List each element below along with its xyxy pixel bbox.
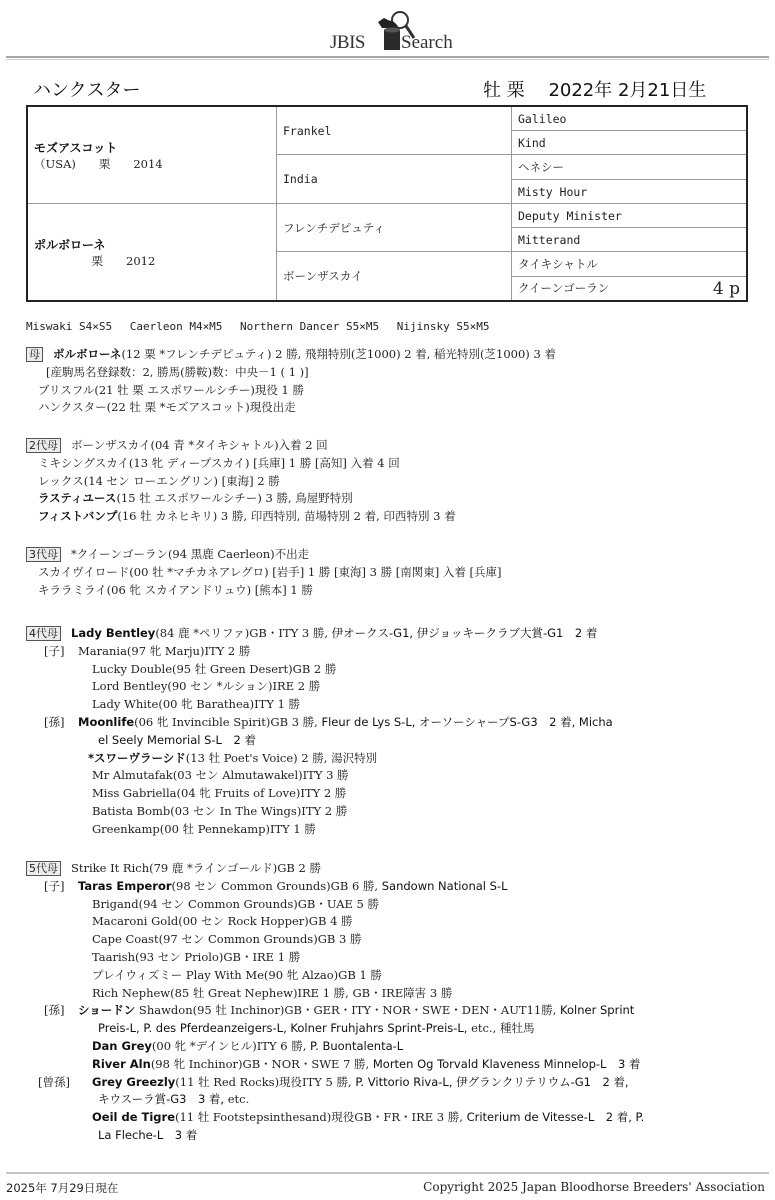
horse-link[interactable]: フィストバンプ [38,509,118,524]
pedigree-g3-cell[interactable]: タイキシャトル [512,252,748,277]
dam-info: 栗 2012 [34,253,156,268]
copyright: Copyright 2025 Japan Bloodhorse Breeders' Association [423,1180,765,1194]
pedigree-sire-dam[interactable]: India [277,155,512,204]
horse-sex-color-birthdate: 牡 栗 2022年 2月21日生 [483,80,707,101]
relation-label: [子] [44,643,65,658]
pedigree-g3-cell[interactable]: Kind [512,131,748,155]
list-item: Macaroni Gold(00 セン Rock Hopper)GB 4 勝 [92,914,353,929]
section-head [26,546,501,564]
race-text: Sandown National S-L [381,878,508,893]
list-item: Lord Bentley(90 セン *ルション)IRE 2 勝 [92,679,321,694]
list-item: Taarish(93 セン Priolo)GB・IRE 1 勝 [92,949,301,964]
race-text: Preis-L, P. des Pferdeanzeigers-L, Kolner Fruhjahrs Sprint-Preis-L, [98,1021,472,1036]
list-item: ミキシングスカイ(13 牝 ディープスカイ) [兵庫] 1 勝 [高知] 入着 4 回 [38,455,400,470]
list-item [26,714,613,732]
race-text: Criterium de Vitesse-L 2 着, P. [466,1110,645,1125]
list-item: レックス(14 セン ローエングリン) [東海] 2 勝 [38,473,280,488]
section-tag: 2代母 [26,438,61,453]
g3-name: クイーンゴーラン [518,280,610,295]
line-text: Shawdon(95 牡 Inchinor)GB・GER・ITY・NOR・SWE・DEN・AUT11勝, [135,1003,561,1018]
horse-link[interactable]: Moonlife [78,714,135,729]
inbreeding-cross: Miswaki S4×S5 Caerleon M4×M5 Northern Dancer S5×M5 Nijinsky S5×M5 [26,320,490,333]
line-text: (15 牡 エスポワールシチー) 3 勝, 鳥屋野特別 [116,491,353,506]
pedigree-g3-cell[interactable] [512,277,748,302]
list-item-continued [26,732,613,750]
line-text: Strike It Rich(79 鹿 *ラインゴールド)GB 2 勝 [71,861,321,875]
relation-label: [子] [44,878,65,893]
list-item [26,1002,644,1020]
pedigree-dam-dam[interactable]: ボーンザスカイ [277,252,512,302]
line-text: ボーンザスカイ(04 青 *タイキシャトル)入着 2 回 [71,438,328,452]
line-text: (11 牡 Red Rocks)現役ITY 5 勝, [175,1074,356,1089]
section-tag: 3代母 [26,547,61,562]
horse-link[interactable]: Grey Greezly [92,1074,176,1089]
horse-link[interactable]: Oeil de Tigre [92,1110,175,1125]
pedigree-g3-cell[interactable]: ヘネシー [512,155,748,180]
section-head [26,437,456,455]
line-text: (16 牡 カネヒキリ) 3 勝, 印西特別, 苗場特別 2 着, 印西特別 3 着 [117,509,456,524]
horse-link[interactable]: ポルボローネ [53,347,122,361]
horse-link[interactable]: ラスティユース [38,491,117,506]
line-text: (84 鹿 *ペリファ)GB・ITY 3 勝, [155,626,332,640]
pedigree-g3-cell[interactable]: Misty Hour [512,180,748,204]
race-text: el Seely Memorial S-L 2 着 [98,732,256,747]
line-text: etc. [227,1092,250,1107]
list-item-continued [26,1091,644,1109]
race-text: La Fleche-L 3 着 [98,1127,198,1142]
list-item [26,643,613,661]
race-text: Fleur de Lys S-L, オーソーシャープS-G3 2 着, Micha [321,714,613,729]
race-text: P. Vittorio Riva-L, 伊グランクリテリウム-G1 2 着, [355,1074,629,1089]
line-text: *クイーンゴーラン(94 黒鹿 Caerleon)不出走 [71,547,310,561]
list-item [26,490,456,508]
horse-name: ハンクスター [33,80,141,101]
line-text: Marania(97 牝 Marju)ITY 2 勝 [78,643,251,658]
horse-link[interactable]: *スワーヴラーシド [88,750,186,765]
race-text: キウスーラ賞-G3 3 着, [98,1092,228,1107]
horse-link[interactable]: Lady Bentley [71,626,156,640]
line-text: (98 セン Common Grounds)GB 6 勝, [171,878,382,893]
line-text: (13 牡 Poet's Voice) 2 勝, 湯沢特別 [185,750,378,765]
list-item: プレイウィズミー Play With Me(90 牝 Alzao)GB 1 勝 [92,967,382,982]
section-dam [26,346,556,417]
list-item: ハンクスター(22 牡 栗 *モズアスコット)現役出走 [38,400,296,415]
list-item [26,508,456,526]
section-head [26,346,556,364]
line-text: (11 牡 Footstepsinthesand)現役GB・FR・IRE 3 勝, [175,1110,467,1125]
list-item: Batista Bomb(03 セン In The Wings)ITY 2 勝 [92,803,348,818]
section-tag: 5代母 [26,861,61,876]
horse-title-row [33,76,723,102]
list-item [26,1074,644,1092]
list-item: スカイヴイロード(00 牡 *マチカネアレグロ) [岩手] 1 勝 [東海] 3 勝 [南関東] 入着 [兵庫] [38,564,502,579]
horse-link[interactable]: River Aln [92,1056,151,1071]
logo-text-search: Search [401,32,453,53]
logo-text-jbis: JBIS [330,32,365,53]
line-text: etc., 種牡馬 [471,1021,535,1036]
list-item [26,1109,644,1127]
progeny-summary: [産駒馬名登録数：2, 勝馬(勝鞍)数：中央－1 ( 1 )] [46,364,309,379]
header-divider-light [6,59,769,60]
section-fifth-dam [26,860,644,1145]
section-third-dam [26,546,501,599]
list-item-continued [26,1020,644,1038]
list-item: Lucky Double(95 牡 Green Desert)GB 2 勝 [92,661,337,676]
horse-link[interactable]: Taras Emperor [78,878,172,893]
pedigree-g3-cell[interactable]: Galileo [512,106,748,131]
list-item: キララミライ(06 牝 スカイアンドリュウ) [熊本] 1 勝 [38,582,313,597]
sire-info: （USA) 栗 2014 [34,156,163,171]
list-item: ブリスフル(21 牡 栗 エスポワールシチー)現役 1 勝 [38,382,305,397]
list-item [26,750,613,768]
section-second-dam [26,437,456,526]
section-head [26,860,644,878]
section-head [26,625,613,643]
line-text: (12 栗 *フレンチデピュティ) 2 勝, 飛翔特別(芝1000) 2 着, 稲光特別(芝1000) 3 着 [121,347,556,361]
list-item: Cape Coast(97 セン Common Grounds)GB 3 勝 [92,932,362,947]
jbis-search-logo[interactable] [330,4,460,54]
list-item [26,1056,644,1074]
pedigree-table [26,105,748,302]
list-item [26,1038,644,1056]
list-item: Rich Nephew(85 牡 Great Nephew)IRE 1 勝, GB・IRE障害 3 勝 [92,985,453,1000]
relation-label: [孫] [44,714,65,729]
list-item: Greenkamp(00 牡 Pennekamp)ITY 1 勝 [92,821,316,836]
horse-link[interactable]: Dan Grey [92,1038,152,1053]
as-of-date: 2025年 7月29日現在 [6,1181,119,1195]
list-item: Mr Almutafak(03 セン Almutawakel)ITY 3 勝 [92,768,349,783]
pedigree-g3-cell[interactable]: Deputy Minister [512,204,748,228]
race-text: Morten Og Torvald Klaveness Minnelop-L 3 着 [372,1056,641,1071]
dam-name: ポルボローネ [34,237,106,252]
sire-name: モズアスコット [34,140,118,155]
list-item [26,878,644,896]
race-text: Kolner Sprint [560,1003,635,1018]
pedigree-sire-sire[interactable]: Frankel [277,106,512,155]
race-text: P. Buontalenta-L [310,1038,404,1053]
list-item: Brigand(94 セン Common Grounds)GB・UAE 5 勝 [92,896,380,911]
list-item: Lady White(00 牝 Barathea)ITY 1 勝 [92,697,301,712]
header-divider [6,56,769,58]
horse-link[interactable]: ショードン [78,1003,136,1018]
section-tag: 母 [26,347,43,362]
section-fourth-dam [26,625,613,839]
list-item-continued [26,1127,644,1145]
relation-label: [曾孫] [38,1074,70,1089]
footer-divider [6,1172,769,1174]
line-text: (00 牝 *デインヒル)ITY 6 勝, [151,1038,311,1053]
list-item: Miss Gabriella(04 牝 Fruits of Love)ITY 2 勝 [92,786,347,801]
pedigree-dam[interactable] [27,204,277,302]
pedigree-sire[interactable] [27,106,277,204]
pedigree-dam-sire[interactable]: フレンチデピュティ [277,204,512,252]
page-number: 4 p [712,278,740,299]
relation-label: [孫] [44,1003,65,1018]
race-text: 伊オークス-G1, 伊ジョッキークラブ大賞-G1 2 着 [331,626,598,640]
line-text: (98 牝 Inchinor)GB・NOR・SWE 7 勝, [150,1056,373,1071]
line-text: (06 牝 Invincible Spirit)GB 3 勝, [134,714,322,729]
section-tag: 4代母 [26,626,61,641]
pedigree-g3-cell[interactable]: Mitterand [512,228,748,252]
